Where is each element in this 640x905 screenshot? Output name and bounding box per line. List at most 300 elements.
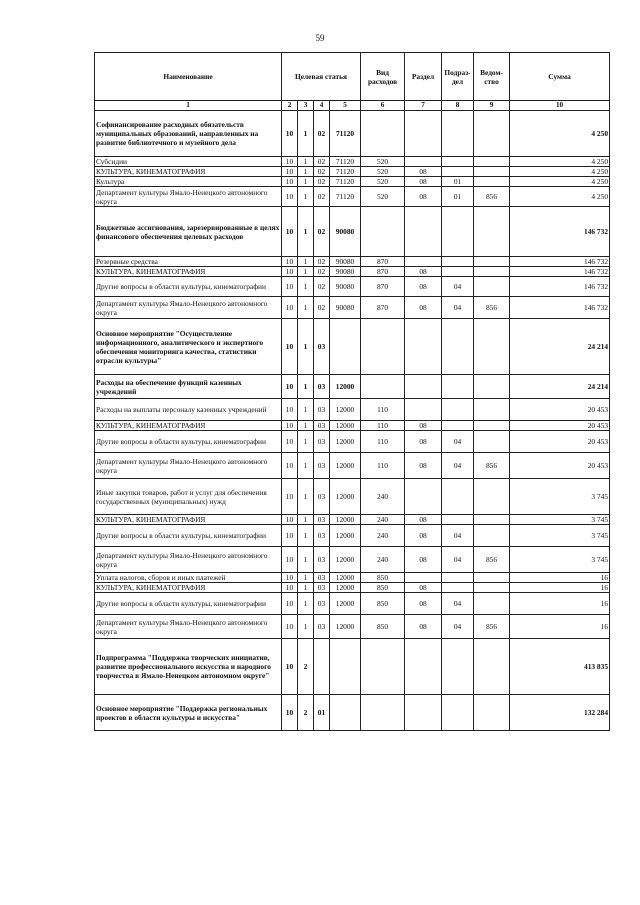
subsection-cell [442, 167, 474, 177]
expense-type-cell [361, 111, 405, 157]
table-row [95, 187, 610, 207]
row-name-cell: Культура [95, 177, 282, 187]
subprogram-code-cell: 2 [298, 639, 314, 695]
table-row [95, 525, 610, 547]
direction-code-cell: 12000 [330, 515, 361, 525]
program-code-cell: 10 [282, 157, 298, 167]
table-row [95, 167, 610, 177]
subsection-cell [442, 207, 474, 257]
direction-code-cell: 12000 [330, 615, 361, 639]
expense-type-cell: 850 [361, 573, 405, 583]
section-cell [405, 111, 442, 157]
row-name-cell: Департамент культуры Ямало-Ненецкого автономного округа [95, 547, 282, 573]
program-code-cell: 10 [282, 167, 298, 177]
column-number: 4 [314, 101, 330, 111]
section-cell: 08 [405, 421, 442, 431]
direction-code-cell: 71120 [330, 187, 361, 207]
department-cell [474, 399, 510, 421]
sum-cell: 20 453 [510, 453, 610, 479]
table-row [95, 431, 610, 453]
section-cell: 08 [405, 583, 442, 593]
sum-cell: 20 453 [510, 421, 610, 431]
row-name-cell: Другие вопросы в области культуры, кинематографии [95, 593, 282, 615]
department-cell [474, 593, 510, 615]
expense-type-cell: 520 [361, 167, 405, 177]
direction-code-cell: 12000 [330, 453, 361, 479]
subprogram-code-cell: 1 [298, 615, 314, 639]
program-code-cell: 10 [282, 479, 298, 515]
subsection-cell [442, 573, 474, 583]
table-row [95, 547, 610, 573]
subsection-cell: 04 [442, 297, 474, 319]
subprogram-code-cell: 1 [298, 157, 314, 167]
row-name-cell: Резервные средства [95, 257, 282, 267]
expense-type-cell [361, 639, 405, 695]
column-number: 3 [298, 101, 314, 111]
direction-code-cell: 12000 [330, 421, 361, 431]
program-code-cell: 10 [282, 453, 298, 479]
expense-type-cell: 850 [361, 615, 405, 639]
expense-type-cell: 870 [361, 257, 405, 267]
section-cell: 08 [405, 515, 442, 525]
sum-cell: 16 [510, 573, 610, 583]
program-code-cell: 10 [282, 375, 298, 399]
subsection-cell [442, 421, 474, 431]
expense-type-cell [361, 375, 405, 399]
activity-code-cell: 03 [314, 479, 330, 515]
sum-cell: 3 745 [510, 547, 610, 573]
row-name-cell: Подпрограмма "Поддержка творческих инициатив, развитие профессионального искусства и народного творчества в Ямало-Ненецком автономном округе" [95, 639, 282, 695]
activity-code-cell: 02 [314, 297, 330, 319]
subprogram-code-cell: 1 [298, 111, 314, 157]
section-cell: 08 [405, 525, 442, 547]
subprogram-code-cell: 2 [298, 695, 314, 731]
activity-code-cell: 03 [314, 399, 330, 421]
sum-cell: 16 [510, 615, 610, 639]
section-cell: 08 [405, 547, 442, 573]
expense-type-cell: 110 [361, 421, 405, 431]
table-row [95, 277, 610, 297]
program-code-cell: 10 [282, 547, 298, 573]
table-row [95, 573, 610, 583]
header-department: Ведом-ство [474, 53, 510, 101]
sum-cell: 24 214 [510, 375, 610, 399]
sum-cell: 146 732 [510, 257, 610, 267]
section-cell [405, 157, 442, 167]
sum-cell: 20 453 [510, 431, 610, 453]
department-cell: 856 [474, 453, 510, 479]
activity-code-cell: 03 [314, 573, 330, 583]
direction-code-cell: 12000 [330, 431, 361, 453]
table-row [95, 399, 610, 421]
department-cell [474, 257, 510, 267]
direction-code-cell: 12000 [330, 375, 361, 399]
subprogram-code-cell: 1 [298, 547, 314, 573]
table-row [95, 207, 610, 257]
department-cell [474, 319, 510, 375]
sum-cell: 20 453 [510, 399, 610, 421]
section-cell: 08 [405, 593, 442, 615]
column-number: 8 [442, 101, 474, 111]
direction-code-cell: 12000 [330, 479, 361, 515]
direction-code-cell [330, 639, 361, 695]
table-row [95, 157, 610, 167]
subprogram-code-cell: 1 [298, 421, 314, 431]
sum-cell: 4 250 [510, 167, 610, 177]
sum-cell: 146 732 [510, 277, 610, 297]
department-cell [474, 375, 510, 399]
sum-cell: 4 250 [510, 187, 610, 207]
section-cell [405, 695, 442, 731]
department-cell [474, 639, 510, 695]
subsection-cell [442, 399, 474, 421]
subprogram-code-cell: 1 [298, 167, 314, 177]
table-row [95, 695, 610, 731]
program-code-cell: 10 [282, 111, 298, 157]
department-cell [474, 525, 510, 547]
direction-code-cell: 12000 [330, 593, 361, 615]
section-cell: 08 [405, 167, 442, 177]
department-cell [474, 695, 510, 731]
header-name: Наименование [95, 53, 282, 101]
table-row [95, 515, 610, 525]
department-cell: 856 [474, 615, 510, 639]
expense-type-cell: 870 [361, 277, 405, 297]
activity-code-cell: 02 [314, 187, 330, 207]
direction-code-cell: 90080 [330, 297, 361, 319]
section-cell [405, 479, 442, 515]
activity-code-cell: 02 [314, 257, 330, 267]
sum-cell: 4 250 [510, 157, 610, 167]
subprogram-code-cell: 1 [298, 593, 314, 615]
expense-type-cell: 520 [361, 187, 405, 207]
expense-type-cell [361, 207, 405, 257]
department-cell [474, 573, 510, 583]
activity-code-cell [314, 639, 330, 695]
subprogram-code-cell: 1 [298, 399, 314, 421]
table-row [95, 177, 610, 187]
program-code-cell: 10 [282, 187, 298, 207]
subsection-cell [442, 695, 474, 731]
sum-cell: 4 250 [510, 111, 610, 157]
direction-code-cell: 90080 [330, 267, 361, 277]
subprogram-code-cell: 1 [298, 375, 314, 399]
activity-code-cell: 03 [314, 593, 330, 615]
subsection-cell: 04 [442, 593, 474, 615]
table-row [95, 453, 610, 479]
sum-cell: 16 [510, 593, 610, 615]
expense-type-cell: 850 [361, 593, 405, 615]
expense-type-cell: 240 [361, 525, 405, 547]
section-cell: 08 [405, 297, 442, 319]
program-code-cell: 10 [282, 583, 298, 593]
table-row [95, 375, 610, 399]
subprogram-code-cell: 1 [298, 177, 314, 187]
direction-code-cell: 12000 [330, 399, 361, 421]
expense-type-cell [361, 319, 405, 375]
table-row [95, 267, 610, 277]
subsection-cell [442, 111, 474, 157]
expense-type-cell: 850 [361, 583, 405, 593]
direction-code-cell: 71120 [330, 111, 361, 157]
activity-code-cell: 02 [314, 157, 330, 167]
page-number: 59 [315, 33, 325, 43]
sum-cell: 132 284 [510, 695, 610, 731]
sum-cell: 413 835 [510, 639, 610, 695]
department-cell [474, 277, 510, 297]
column-number: 5 [330, 101, 361, 111]
budget-table [94, 52, 610, 731]
subsection-cell: 04 [442, 615, 474, 639]
department-cell [474, 167, 510, 177]
program-code-cell: 10 [282, 319, 298, 375]
direction-code-cell: 90080 [330, 207, 361, 257]
direction-code-cell: 71120 [330, 177, 361, 187]
column-number: 1 [95, 101, 282, 111]
direction-code-cell [330, 695, 361, 731]
subsection-cell: 04 [442, 525, 474, 547]
row-name-cell: Другие вопросы в области культуры, кинематографии [95, 431, 282, 453]
sum-cell: 24 214 [510, 319, 610, 375]
program-code-cell: 10 [282, 207, 298, 257]
table-row [95, 593, 610, 615]
sum-cell: 3 745 [510, 525, 610, 547]
activity-code-cell: 03 [314, 583, 330, 593]
header-section: Раздел [405, 53, 442, 101]
subsection-cell: 04 [442, 453, 474, 479]
header-target-article: Целевая статья [282, 53, 361, 101]
row-name-cell: КУЛЬТУРА, КИНЕМАТОГРАФИЯ [95, 583, 282, 593]
subprogram-code-cell: 1 [298, 583, 314, 593]
activity-code-cell: 02 [314, 277, 330, 297]
subsection-cell [442, 479, 474, 515]
table-row [95, 639, 610, 695]
subsection-cell [442, 319, 474, 375]
expense-type-cell: 520 [361, 157, 405, 167]
sum-cell: 3 745 [510, 515, 610, 525]
table-row [95, 479, 610, 515]
department-cell: 856 [474, 187, 510, 207]
activity-code-cell: 03 [314, 319, 330, 375]
program-code-cell: 10 [282, 257, 298, 267]
section-cell: 08 [405, 267, 442, 277]
program-code-cell: 10 [282, 297, 298, 319]
department-cell [474, 177, 510, 187]
section-cell: 08 [405, 615, 442, 639]
activity-code-cell: 03 [314, 421, 330, 431]
department-cell [474, 515, 510, 525]
subprogram-code-cell: 1 [298, 453, 314, 479]
section-cell [405, 207, 442, 257]
row-name-cell: КУЛЬТУРА, КИНЕМАТОГРАФИЯ [95, 167, 282, 177]
program-code-cell: 10 [282, 267, 298, 277]
activity-code-cell: 02 [314, 207, 330, 257]
row-name-cell: Основное мероприятие "Осуществление информационного, аналитического и экспертного обеспечения мониторинга качества, статистики отрасли культуры" [95, 319, 282, 375]
expense-type-cell: 110 [361, 399, 405, 421]
program-code-cell: 10 [282, 421, 298, 431]
direction-code-cell: 12000 [330, 525, 361, 547]
header-expense-type: Вид расходов [361, 53, 405, 101]
subprogram-code-cell: 1 [298, 431, 314, 453]
subsection-cell: 04 [442, 547, 474, 573]
direction-code-cell: 71120 [330, 157, 361, 167]
activity-code-cell: 03 [314, 431, 330, 453]
subprogram-code-cell: 1 [298, 515, 314, 525]
activity-code-cell: 02 [314, 267, 330, 277]
department-cell [474, 583, 510, 593]
expense-type-cell: 110 [361, 453, 405, 479]
activity-code-cell: 02 [314, 167, 330, 177]
subsection-cell [442, 267, 474, 277]
column-number: 10 [510, 101, 610, 111]
subprogram-code-cell: 1 [298, 267, 314, 277]
section-cell [405, 639, 442, 695]
header-subsection: Подраз-дел [442, 53, 474, 101]
row-name-cell: Бюджетные ассигнования, зарезервированные в целях финансового обеспечения целевых расходов [95, 207, 282, 257]
activity-code-cell: 03 [314, 375, 330, 399]
column-number: 9 [474, 101, 510, 111]
sum-cell: 146 732 [510, 297, 610, 319]
direction-code-cell [330, 319, 361, 375]
table-row [95, 257, 610, 267]
row-name-cell: КУЛЬТУРА, КИНЕМАТОГРАФИЯ [95, 267, 282, 277]
activity-code-cell: 02 [314, 111, 330, 157]
row-name-cell: Другие вопросы в области культуры, кинематографии [95, 277, 282, 297]
subprogram-code-cell: 1 [298, 479, 314, 515]
expense-type-cell: 240 [361, 547, 405, 573]
department-cell: 856 [474, 297, 510, 319]
expense-type-cell: 870 [361, 297, 405, 319]
program-code-cell: 10 [282, 615, 298, 639]
activity-code-cell: 03 [314, 615, 330, 639]
department-cell: 856 [474, 547, 510, 573]
row-name-cell: КУЛЬТУРА, КИНЕМАТОГРАФИЯ [95, 421, 282, 431]
table-row [95, 421, 610, 431]
table-row [95, 319, 610, 375]
column-number-row [95, 101, 610, 111]
activity-code-cell: 03 [314, 525, 330, 547]
department-cell [474, 157, 510, 167]
section-cell [405, 375, 442, 399]
activity-code-cell: 03 [314, 547, 330, 573]
activity-code-cell: 03 [314, 515, 330, 525]
section-cell [405, 257, 442, 267]
section-cell [405, 573, 442, 583]
row-name-cell: КУЛЬТУРА, КИНЕМАТОГРАФИЯ [95, 515, 282, 525]
direction-code-cell: 90080 [330, 257, 361, 267]
header-row [95, 53, 610, 101]
program-code-cell: 10 [282, 593, 298, 615]
subsection-cell [442, 157, 474, 167]
expense-type-cell: 110 [361, 431, 405, 453]
sum-cell: 4 250 [510, 177, 610, 187]
department-cell [474, 267, 510, 277]
program-code-cell: 10 [282, 399, 298, 421]
subsection-cell [442, 515, 474, 525]
column-number: 7 [405, 101, 442, 111]
subprogram-code-cell: 1 [298, 525, 314, 547]
program-code-cell: 10 [282, 431, 298, 453]
subsection-cell: 04 [442, 431, 474, 453]
row-name-cell: Департамент культуры Ямало-Ненецкого автономного округа [95, 297, 282, 319]
program-code-cell: 10 [282, 695, 298, 731]
row-name-cell: Основное мероприятие "Поддержка региональных проектов в области культуры и искусства" [95, 695, 282, 731]
row-name-cell: Иные закупки товаров, работ и услуг для обеспечения государственных (муниципальных) нужд [95, 479, 282, 515]
program-code-cell: 10 [282, 515, 298, 525]
section-cell: 08 [405, 277, 442, 297]
subsection-cell: 01 [442, 177, 474, 187]
subprogram-code-cell: 1 [298, 187, 314, 207]
direction-code-cell: 12000 [330, 573, 361, 583]
section-cell: 08 [405, 453, 442, 479]
program-code-cell: 10 [282, 573, 298, 583]
department-cell [474, 479, 510, 515]
department-cell [474, 111, 510, 157]
header-sum: Сумма [510, 53, 610, 101]
expense-type-cell: 520 [361, 177, 405, 187]
sum-cell: 16 [510, 583, 610, 593]
subprogram-code-cell: 1 [298, 257, 314, 267]
activity-code-cell: 02 [314, 177, 330, 187]
section-cell: 08 [405, 187, 442, 207]
subsection-cell: 04 [442, 277, 474, 297]
column-number: 2 [282, 101, 298, 111]
sum-cell: 3 745 [510, 479, 610, 515]
row-name-cell: Другие вопросы в области культуры, кинематографии [95, 525, 282, 547]
program-code-cell: 10 [282, 525, 298, 547]
subprogram-code-cell: 1 [298, 297, 314, 319]
expense-type-cell [361, 695, 405, 731]
direction-code-cell: 71120 [330, 167, 361, 177]
subsection-cell [442, 257, 474, 267]
row-name-cell: Расходы на выплаты персоналу казенных учреждений [95, 399, 282, 421]
column-number: 6 [361, 101, 405, 111]
row-name-cell: Департамент культуры Ямало-Ненецкого автономного округа [95, 615, 282, 639]
row-name-cell: Департамент культуры Ямало-Ненецкого автономного округа [95, 453, 282, 479]
table-body [95, 111, 610, 731]
direction-code-cell: 12000 [330, 547, 361, 573]
section-cell [405, 399, 442, 421]
program-code-cell: 10 [282, 277, 298, 297]
program-code-cell: 10 [282, 177, 298, 187]
sum-cell: 146 732 [510, 267, 610, 277]
department-cell [474, 431, 510, 453]
table-row [95, 297, 610, 319]
section-cell [405, 319, 442, 375]
table-row [95, 615, 610, 639]
direction-code-cell: 12000 [330, 583, 361, 593]
activity-code-cell: 03 [314, 453, 330, 479]
subsection-cell [442, 375, 474, 399]
department-cell [474, 421, 510, 431]
row-name-cell: Расходы на обеспечение функций казенных учреждений [95, 375, 282, 399]
expense-type-cell: 870 [361, 267, 405, 277]
row-name-cell: Уплата налогов, сборов и иных платежей [95, 573, 282, 583]
program-code-cell: 10 [282, 639, 298, 695]
subprogram-code-cell: 1 [298, 573, 314, 583]
row-name-cell: Софинансирование расходных обязательств муниципальных образований, направленных на развитие библиотечного и музейного дела [95, 111, 282, 157]
sum-cell: 146 732 [510, 207, 610, 257]
section-cell: 08 [405, 431, 442, 453]
department-cell [474, 207, 510, 257]
subprogram-code-cell: 1 [298, 207, 314, 257]
subsection-cell [442, 639, 474, 695]
section-cell: 08 [405, 177, 442, 187]
row-name-cell: Департамент культуры Ямало-Ненецкого автономного округа [95, 187, 282, 207]
direction-code-cell: 90080 [330, 277, 361, 297]
expense-type-cell: 240 [361, 515, 405, 525]
table-row [95, 583, 610, 593]
